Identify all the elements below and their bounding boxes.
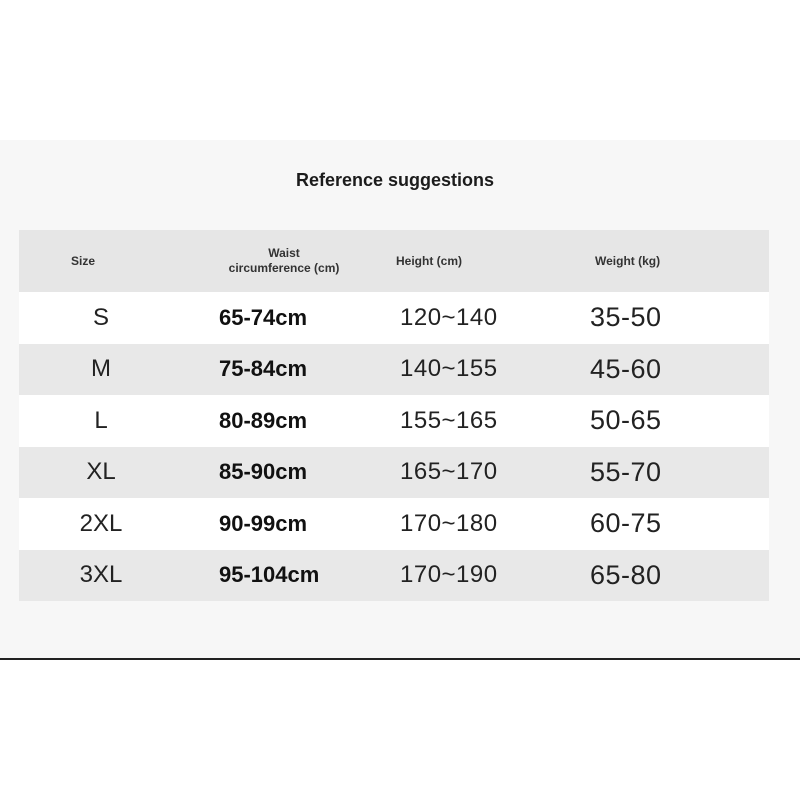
- header-waist: [209, 230, 359, 292]
- cell-size: S: [92, 303, 109, 331]
- cell-size: XL: [86, 458, 116, 486]
- table-row: [19, 395, 769, 447]
- cell-height: 165~170: [400, 458, 498, 486]
- table-row: [19, 550, 769, 602]
- header-height: Height (cm): [396, 253, 462, 268]
- header-waist-line2: circumference (cm): [228, 261, 340, 275]
- cell-waist: 65-74cm: [219, 304, 308, 330]
- size-table: [19, 230, 769, 601]
- cell-waist: 80-89cm: [219, 407, 308, 433]
- cell-height: 120~140: [400, 303, 498, 331]
- table-header-row: [19, 230, 769, 292]
- cell-weight: 45-60: [590, 353, 662, 384]
- table-row: [19, 292, 769, 344]
- cell-waist: 85-90cm: [219, 459, 308, 485]
- cell-waist: 75-84cm: [219, 356, 308, 382]
- cell-weight: 50-65: [590, 405, 662, 436]
- cell-weight: 55-70: [590, 456, 662, 487]
- cell-waist: 95-104cm: [219, 562, 320, 588]
- table-row: [19, 447, 769, 499]
- table-row: [19, 498, 769, 550]
- cell-waist: 90-99cm: [219, 510, 308, 536]
- cell-height: 170~180: [400, 509, 498, 537]
- header-waist-line1: Waist: [268, 246, 300, 260]
- table-row: [19, 344, 769, 396]
- cell-height: 140~155: [400, 355, 498, 383]
- cell-weight: 35-50: [590, 302, 662, 333]
- cell-weight: 65-80: [590, 559, 662, 590]
- cell-size: M: [91, 355, 111, 383]
- cell-size: L: [94, 406, 108, 434]
- cell-height: 155~165: [400, 406, 498, 434]
- cell-size: 3XL: [79, 561, 123, 589]
- cell-height: 170~190: [400, 561, 498, 589]
- cell-weight: 60-75: [590, 508, 662, 539]
- header-size: Size: [71, 253, 96, 268]
- cell-size: 2XL: [79, 509, 123, 537]
- page-title: Reference suggestions: [295, 170, 495, 190]
- bottom-divider: [0, 658, 800, 660]
- header-weight: Weight (kg): [595, 253, 661, 268]
